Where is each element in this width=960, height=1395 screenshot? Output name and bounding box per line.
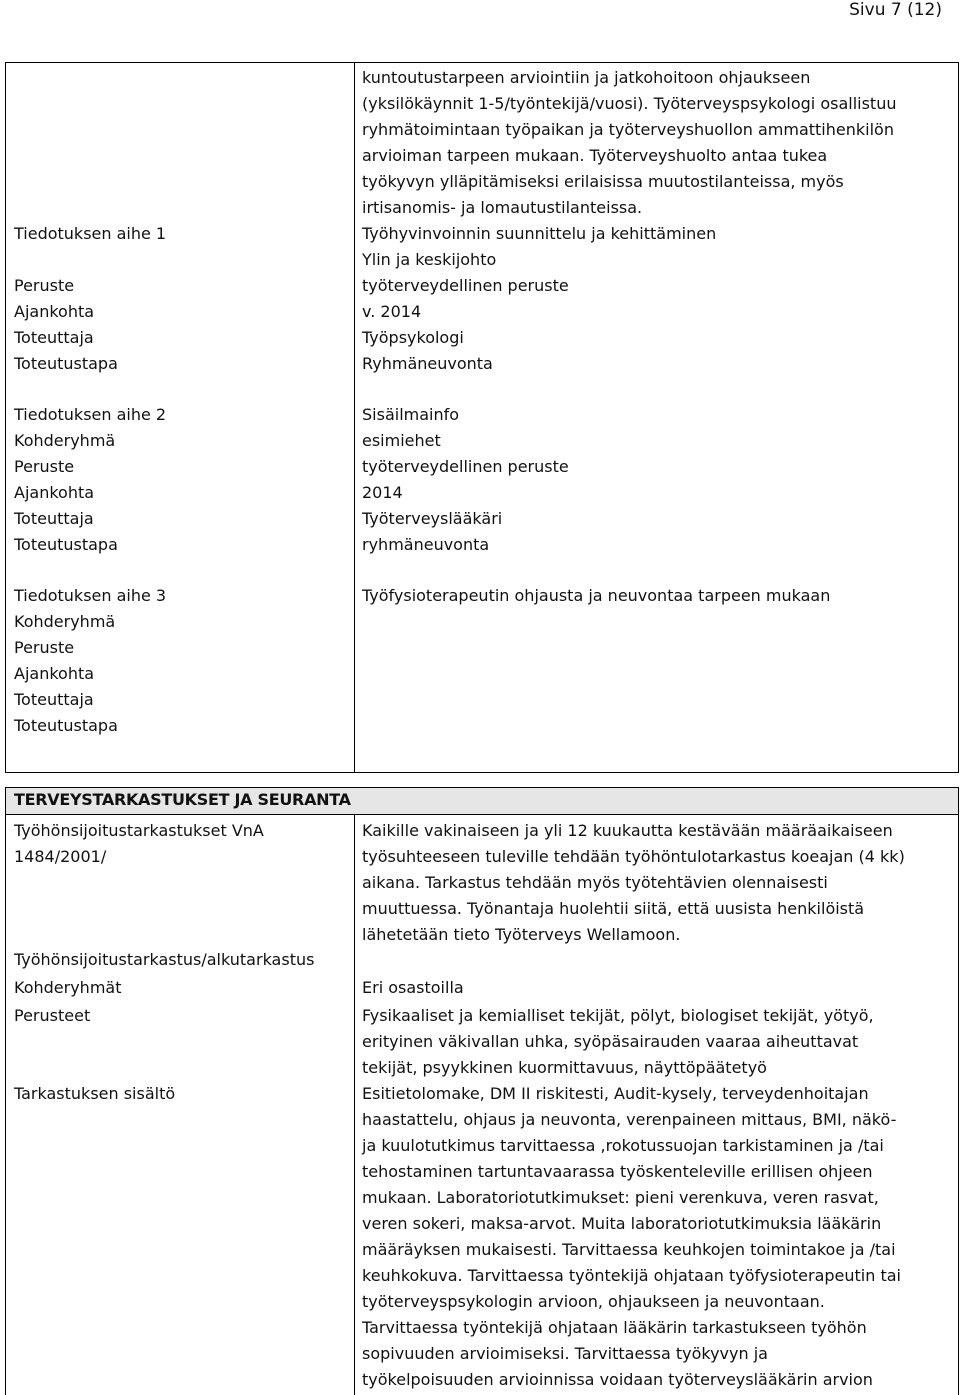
content-line: määräyksen mukaisesti. Tarvittaessa keuhkojen toimintakoe ja /tai: [362, 1240, 896, 1259]
topic3-value: Työfysioterapeutin ohjausta ja neuvontaa tarpeen mukaan: [362, 586, 831, 605]
content-line: mukaan. Laboratoriotutkimukset: pieni verenkuva, veren rasvat,: [362, 1188, 879, 1207]
topic1-implementer-label: Toteuttaja: [14, 328, 94, 347]
topic1-method-label: Toteutustapa: [14, 354, 118, 373]
grounds-line: erityinen väkivallan uhka, syöpäsairauden vaaraa aiheuttavat: [362, 1032, 859, 1051]
exam-title-line: Työhönsijoitustarkastukset VnA: [14, 821, 264, 840]
topic2-implementer-label: Toteuttaja: [14, 509, 94, 528]
continuation-line: arvioiman tarpeen mukaan. Työterveyshuolto antaa tukea: [362, 146, 828, 165]
topic2-value: Sisäilmainfo: [362, 405, 460, 424]
continuation-line: irtisanomis- ja lomautustilanteissa.: [362, 198, 643, 217]
table-bottom-border: [6, 772, 958, 773]
content-label: Tarkastuksen sisältö: [14, 1084, 176, 1103]
topic2-basis-label: Peruste: [14, 457, 75, 476]
groups-label: Kohderyhmät: [14, 978, 122, 997]
topic3-timing-label: Ajankohta: [14, 664, 95, 683]
intro-line: lähetetään tieto Työterveys Wellamoon.: [362, 925, 681, 944]
intro-line: Kaikille vakinaiseen ja yli 12 kuukautta kestävään määräaikaiseen: [362, 821, 893, 840]
topic1-target-value: Ylin ja keskijohto: [362, 250, 497, 269]
topic1-value: Työhyvinvoinnin suunnittelu ja kehittäminen: [362, 224, 717, 243]
topic2-implementer-value: Työterveyslääkäri: [362, 509, 503, 528]
grounds-label: Perusteet: [14, 1006, 91, 1025]
content-line: haastattelu, ohjaus ja neuvonta, verenpaineen mittaus, BMI, näkö-: [362, 1110, 897, 1129]
content-line: tehostaminen tartuntavaarassa työskenteleville erillisen ohjeen: [362, 1162, 873, 1181]
topic2-target-label: Kohderyhmä: [14, 431, 116, 450]
topic2-basis-value: työterveydellinen peruste: [362, 457, 569, 476]
continuation-line: kuntoutustarpeen arviointiin ja jatkohoitoon ohjaukseen: [362, 68, 811, 87]
continuation-line: työkyvyn ylläpitämiseksi erilaisissa muutostilanteissa, myös: [362, 172, 844, 191]
grounds-line: Fysikaaliset ja kemialliset tekijät, pölyt, biologiset tekijät, yötyö,: [362, 1006, 874, 1025]
topic1-basis-value: työterveydellinen peruste: [362, 276, 569, 295]
content-line: Esitietolomake, DM II riskitesti, Audit-kysely, terveydenhoitajan: [362, 1084, 869, 1103]
topic2-method-label: Toteutustapa: [14, 535, 118, 554]
communication-topics-table: [5, 62, 959, 773]
topic1-basis-label: Peruste: [14, 276, 75, 295]
continuation-line: (yksilökäynnit 1-5/työntekijä/vuosi). Työterveyspsykologi osallistuu: [362, 94, 897, 113]
topic1-method-value: Ryhmäneuvonta: [362, 354, 493, 373]
grounds-line: tekijät, psyykkinen kuormittavuus, näyttöpäätetyö: [362, 1058, 767, 1077]
section-header: [6, 788, 958, 815]
column-divider: [354, 63, 355, 773]
intro-line: aikana. Tarkastus tehdään myös työtehtävien olennaisesti: [362, 873, 828, 892]
exam-type-label: Työhönsijoitustarkastus/alkutarkastus: [14, 950, 315, 969]
content-line: Tarvittaessa työntekijä ohjataan lääkärin tarkastukseen työhön: [362, 1318, 867, 1337]
column-divider: [354, 815, 355, 1395]
groups-value: Eri osastoilla: [362, 978, 464, 997]
health-exams-table: [5, 787, 959, 1395]
topic1-timing-label: Ajankohta: [14, 302, 95, 321]
topic3-target-label: Kohderyhmä: [14, 612, 116, 631]
topic2-target-value: esimiehet: [362, 431, 441, 450]
section-title: TERVEYSTARKASTUKSET JA SEURANTA: [14, 790, 351, 809]
topic2-timing-label: Ajankohta: [14, 483, 95, 502]
content-line: keuhkokuva. Tarvittaessa työntekijä ohjataan työfysioterapeutin tai: [362, 1266, 901, 1285]
topic2-timing-value: 2014: [362, 483, 403, 502]
topic3-implementer-label: Toteuttaja: [14, 690, 94, 709]
page-number: Sivu 7 (12): [849, 0, 942, 20]
content-line: ja kuulotutkimus tarvittaessa ,rokotussuojan tarkistaminen ja /tai: [362, 1136, 884, 1155]
content-line: työkelpoisuuden arvioinnissa voidaan työterveyslääkärin arvion: [362, 1370, 873, 1389]
exam-title-line: 1484/2001/: [14, 847, 107, 866]
content-line: sopivuuden arvioimiseksi. Tarvittaessa työkyvyn ja: [362, 1344, 768, 1363]
continuation-line: ryhmätoimintaan työpaikan ja työterveyshuollon ammattihenkilön: [362, 120, 894, 139]
topic3-heading: Tiedotuksen aihe 3: [14, 586, 167, 605]
intro-line: työsuhteeseen tuleville tehdään työhöntulotarkastus koeajan (4 kk): [362, 847, 905, 866]
topic2-method-value: ryhmäneuvonta: [362, 535, 490, 554]
topic3-method-label: Toteutustapa: [14, 716, 118, 735]
topic1-implementer-value: Työpsykologi: [362, 328, 464, 347]
topic3-basis-label: Peruste: [14, 638, 75, 657]
topic2-heading: Tiedotuksen aihe 2: [14, 405, 167, 424]
content-line: työterveyspsykologin arvioon, ohjaukseen ja neuvontaan.: [362, 1292, 825, 1311]
intro-line: muuttuessa. Työnantaja huolehtii siitä, että uusista henkilöistä: [362, 899, 865, 918]
topic1-heading: Tiedotuksen aihe 1: [14, 224, 167, 243]
content-line: veren sokeri, maksa-arvot. Muita laboratoriotutkimuksia lääkärin: [362, 1214, 882, 1233]
topic1-timing-value: v. 2014: [362, 302, 422, 321]
